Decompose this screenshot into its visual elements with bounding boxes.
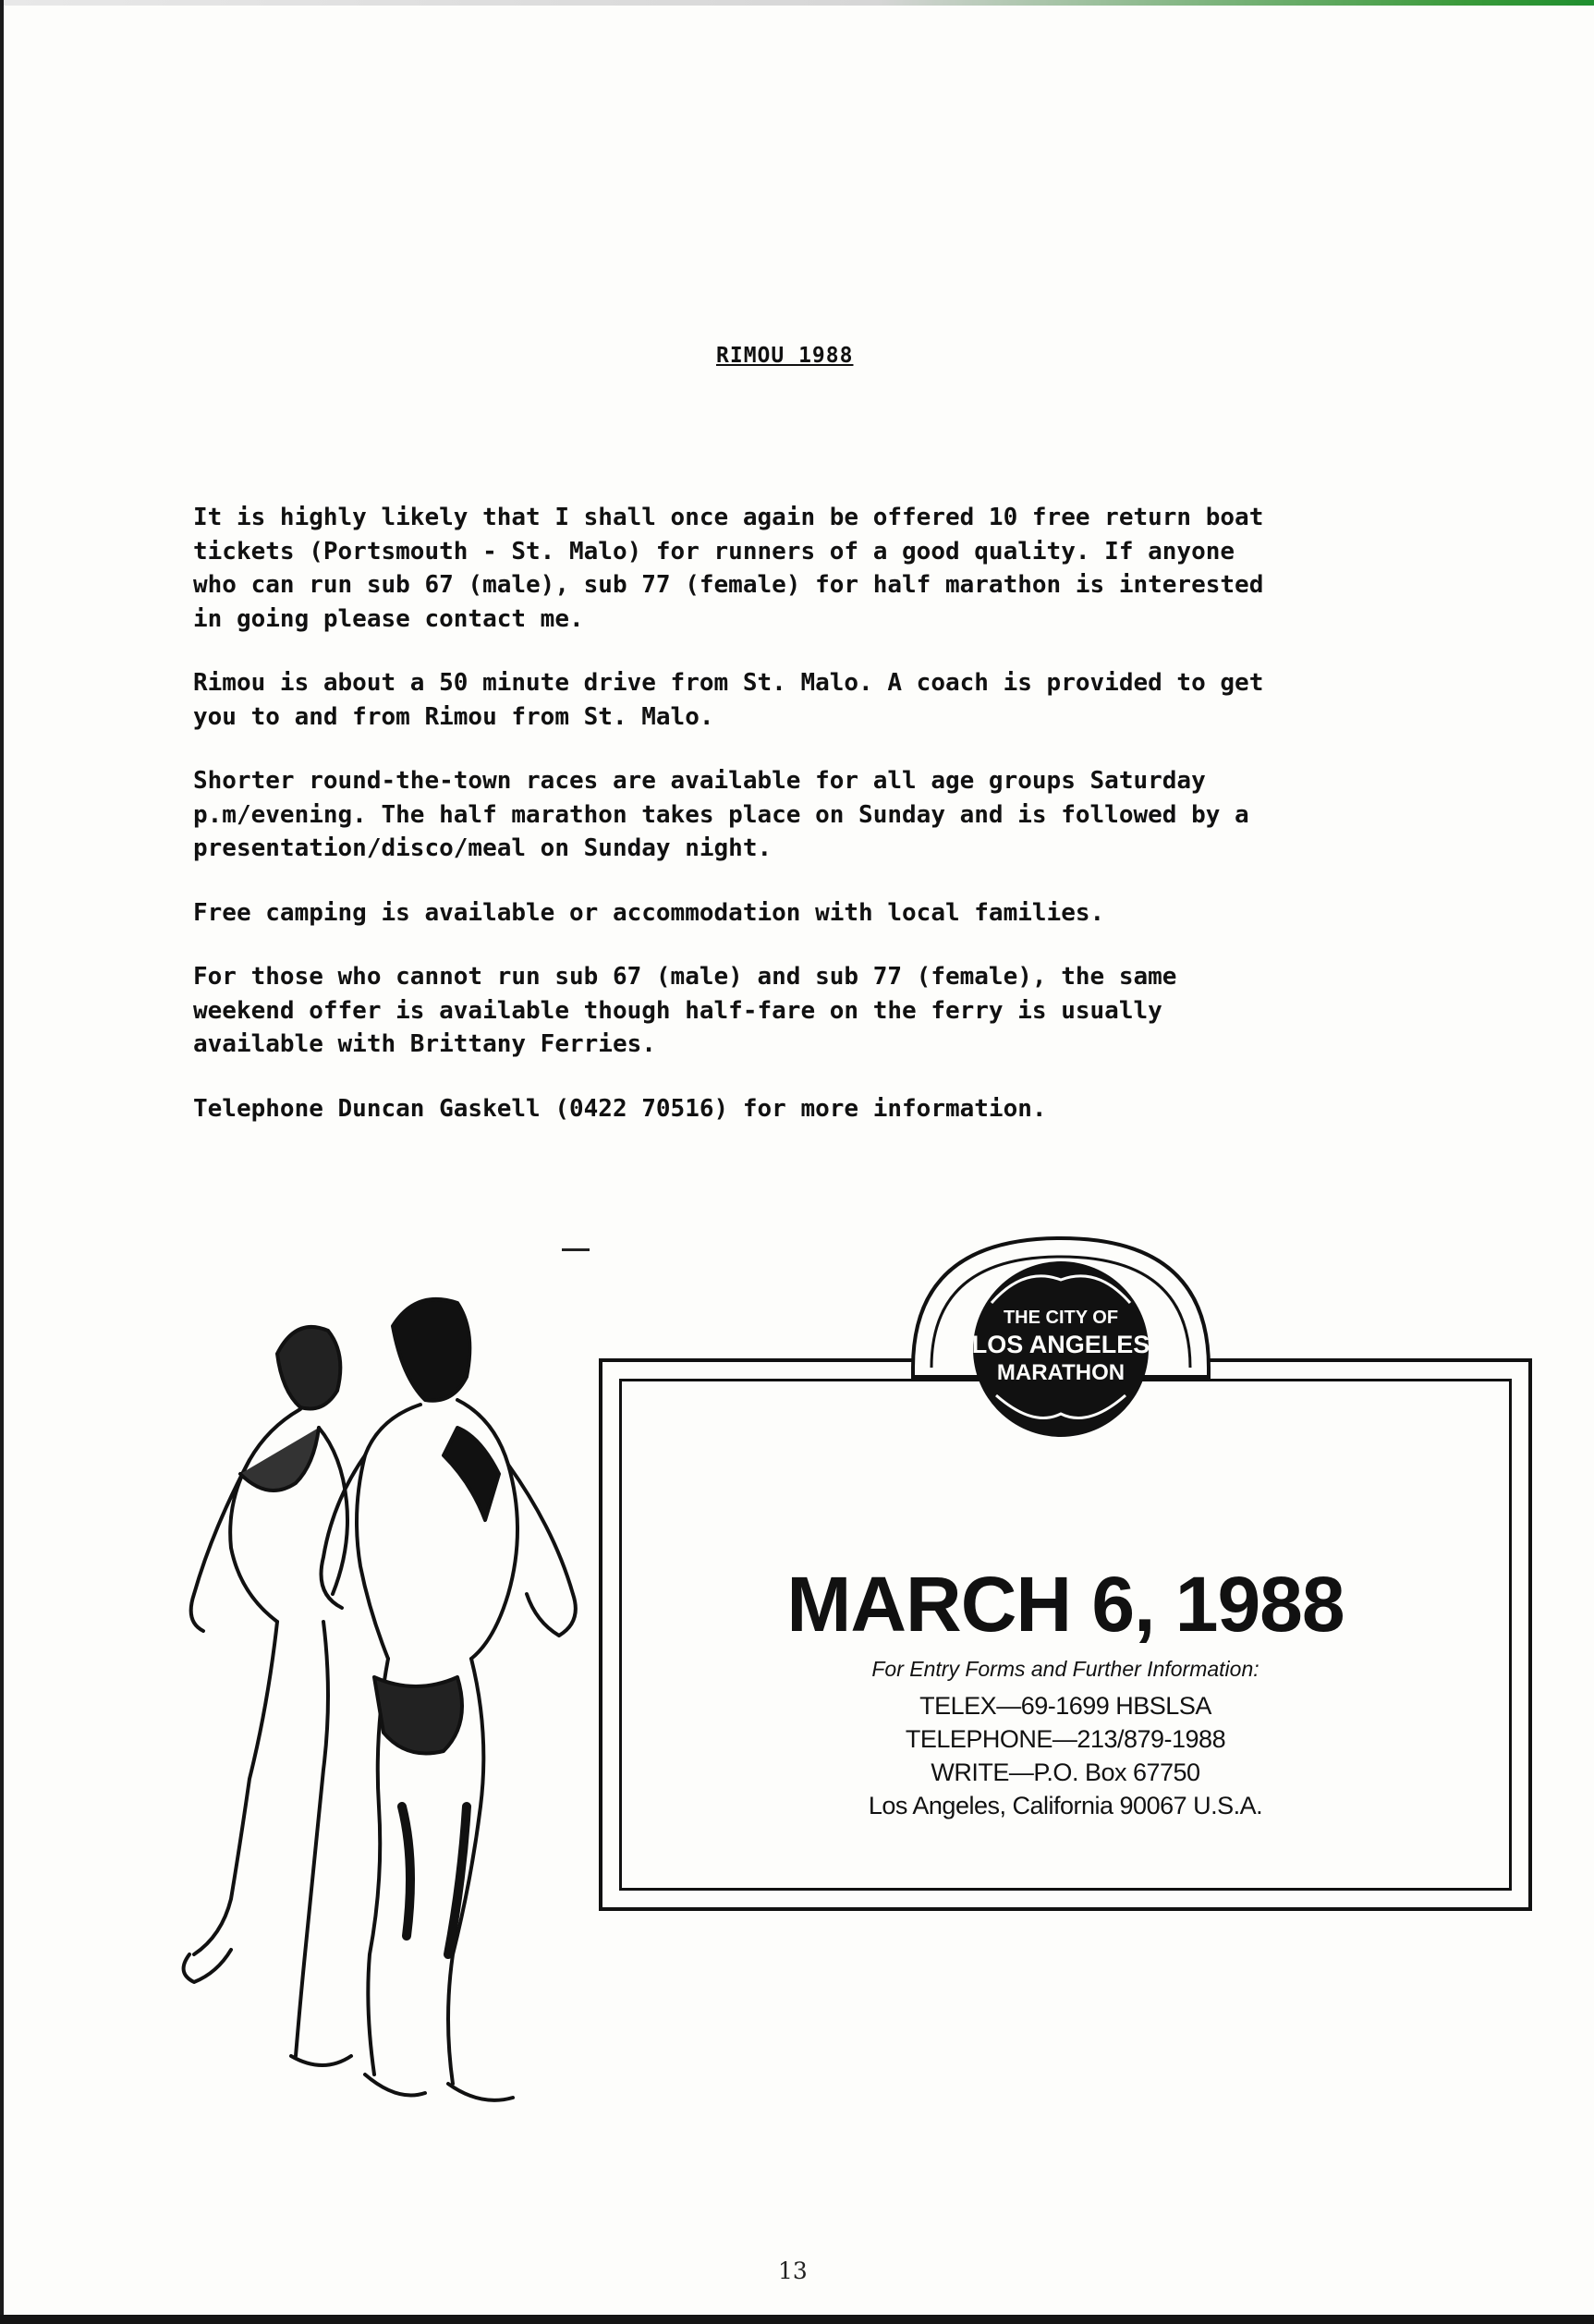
marathon-advert [599,1229,1532,1913]
runners-illustration [139,1289,601,2121]
write-line: WRITE—P.O. Box 67750 [931,1758,1200,1786]
logo-line-marathon: MARATHON [996,1360,1126,1385]
paragraph-camping: Free camping is available or accommodation with local families. [193,898,1105,927]
stray-pen-mark [562,1248,590,1251]
paragraph-drive: Rimou is about a 50 minute drive from St. Malo. A coach is provided to get you to and from Rimou from St. Malo. [193,669,1264,731]
marathon-date: MARCH 6, 1988 [786,1561,1345,1648]
paragraph-boat-tickets: It is highly likely that I shall once again be offered 10 free return boat tickets (Portsmouth - St. Malo) for runners of a good quality. If anyone who can run sub 67 (male), sub 77 (female) for half marathon is interested in going please contact me. [193,504,1264,633]
marathon-logo [904,1229,1218,1442]
logo-line-city: THE CITY OF [1003,1308,1119,1328]
page-bottom-edge [0,2315,1594,2324]
address-line: Los Angeles, California 90067 U.S.A. [868,1792,1263,1819]
paragraph-contact: Telephone Duncan Gaskell (0422 70516) for more information. [193,1094,1047,1123]
advert-subtitle: For Entry Forms and Further Information: [871,1657,1259,1681]
page-top-edge [0,0,1594,6]
logo-line-los-angeles: LOS ANGELES [971,1331,1150,1358]
article-body [193,501,1413,1156]
article-title: RIMOU 1988 [716,344,854,368]
telex-line: TELEX—69-1699 HBSLSA [919,1692,1211,1720]
page-number: 13 [778,2257,808,2284]
paragraph-races: Shorter round-the-town races are available for all age groups Saturday p.m/evening. The half marathon takes place on Sunday and is followed by a presentation/disco/meal on Sunday night. [193,767,1249,862]
telephone-line: TELEPHONE—213/879-1988 [905,1725,1226,1753]
page-left-edge [0,0,4,2324]
paragraph-offer: For those who cannot run sub 67 (male) and sub 77 (female), the same weekend offer is available though half-fare on the ferry is usually available with Brittany Ferries. [193,963,1177,1058]
